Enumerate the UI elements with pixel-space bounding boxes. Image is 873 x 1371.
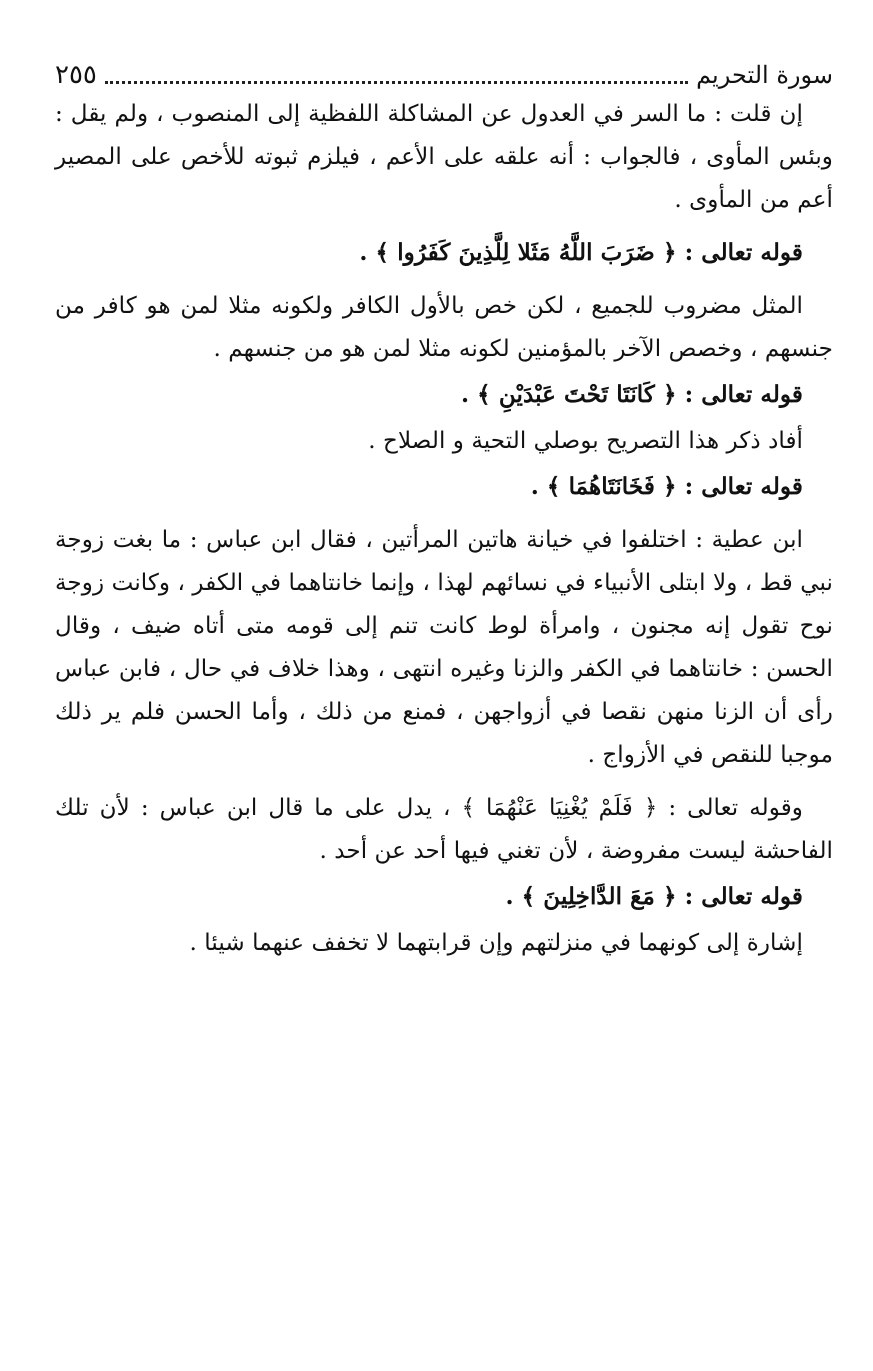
paragraph-commentary-1: المثل مضروب للجميع ، لكن خص بالأول الكافر ولكونه مثلا لمن هو كافر من جنسهم ، وخصص الآخر بالمؤمنين لكونه مثلا لمن هو من جنسهم . — [55, 292, 833, 362]
verse-quote-2: قوله تعالى : ﴿ كَانَتَا تَحْتَ عَبْدَيْنِ ﴾ . — [461, 381, 803, 408]
verse-quote-4: قوله تعالى : ﴿ مَعَ الدَّاخِلِينَ ﴾ . — [505, 883, 803, 910]
page-header — [55, 58, 833, 92]
surah-title: سورة التحريم — [696, 61, 833, 89]
paragraph-commentary-2: أفاد ذكر هذا التصريح بوصلي التحية و الصلاح . — [368, 427, 803, 454]
verse-quote-1: قوله تعالى : ﴿ ضَرَبَ اللَّهُ مَثَلا لِلَّذِينَ كَفَرُوا ﴾ . — [359, 239, 803, 266]
paragraph-commentary-3: ابن عطية : اختلفوا في خيانة هاتين المرأتين ، فقال ابن عباس : ما بغت زوجة نبي قط ، ولا ابتلى الأنبياء في نسائهم لهذا ، وإنما خانتاهما في الكفر ، وكانت زوجة نوح تقول إنه مجنون ، وامرأة لوط كانت تنم إلى قومه متى أتاه ضيف ، وقال الحسن : خانتاهما في الكفر والزنا وغيره انتهى ، وهذا خلاف في حال ، فابن عباس رأى أن الزنا منهن نقصا في أزواجهن ، فمنع من ذلك ، وأما الحسن فلم ير ذلك موجبا للنقص في الأزواج . — [55, 526, 833, 768]
book-page — [55, 58, 833, 964]
header-dotted-leader — [105, 67, 688, 84]
paragraph-question: إن قلت : ما السر في العدول عن المشاكلة اللفظية إلى المنصوب ، ولم يقل : وبئس المأوى ، فالجواب : أنه علقه على الأعم ، فيلزم ثبوته للأخص على المصير أعم من المأوى . — [55, 100, 833, 213]
paragraph-commentary-4: وقوله تعالى : ﴿ فَلَمْ يُغْنِيَا عَنْهُمَا ﴾ ، يدل على ما قال ابن عباس : لأن تلك الفاحشة ليست مفروضة ، لأن تغني فيها أحد عن أحد . — [55, 794, 833, 864]
page-body — [55, 92, 833, 964]
verse-quote-3: قوله تعالى : ﴿ فَخَانَتَاهُمَا ﴾ . — [530, 473, 803, 500]
page-number: ٢٥٥ — [55, 60, 97, 90]
paragraph-commentary-5: إشارة إلى كونهما في منزلتهم وإن قرابتهما لا تخفف عنهما شيئا . — [189, 929, 803, 956]
